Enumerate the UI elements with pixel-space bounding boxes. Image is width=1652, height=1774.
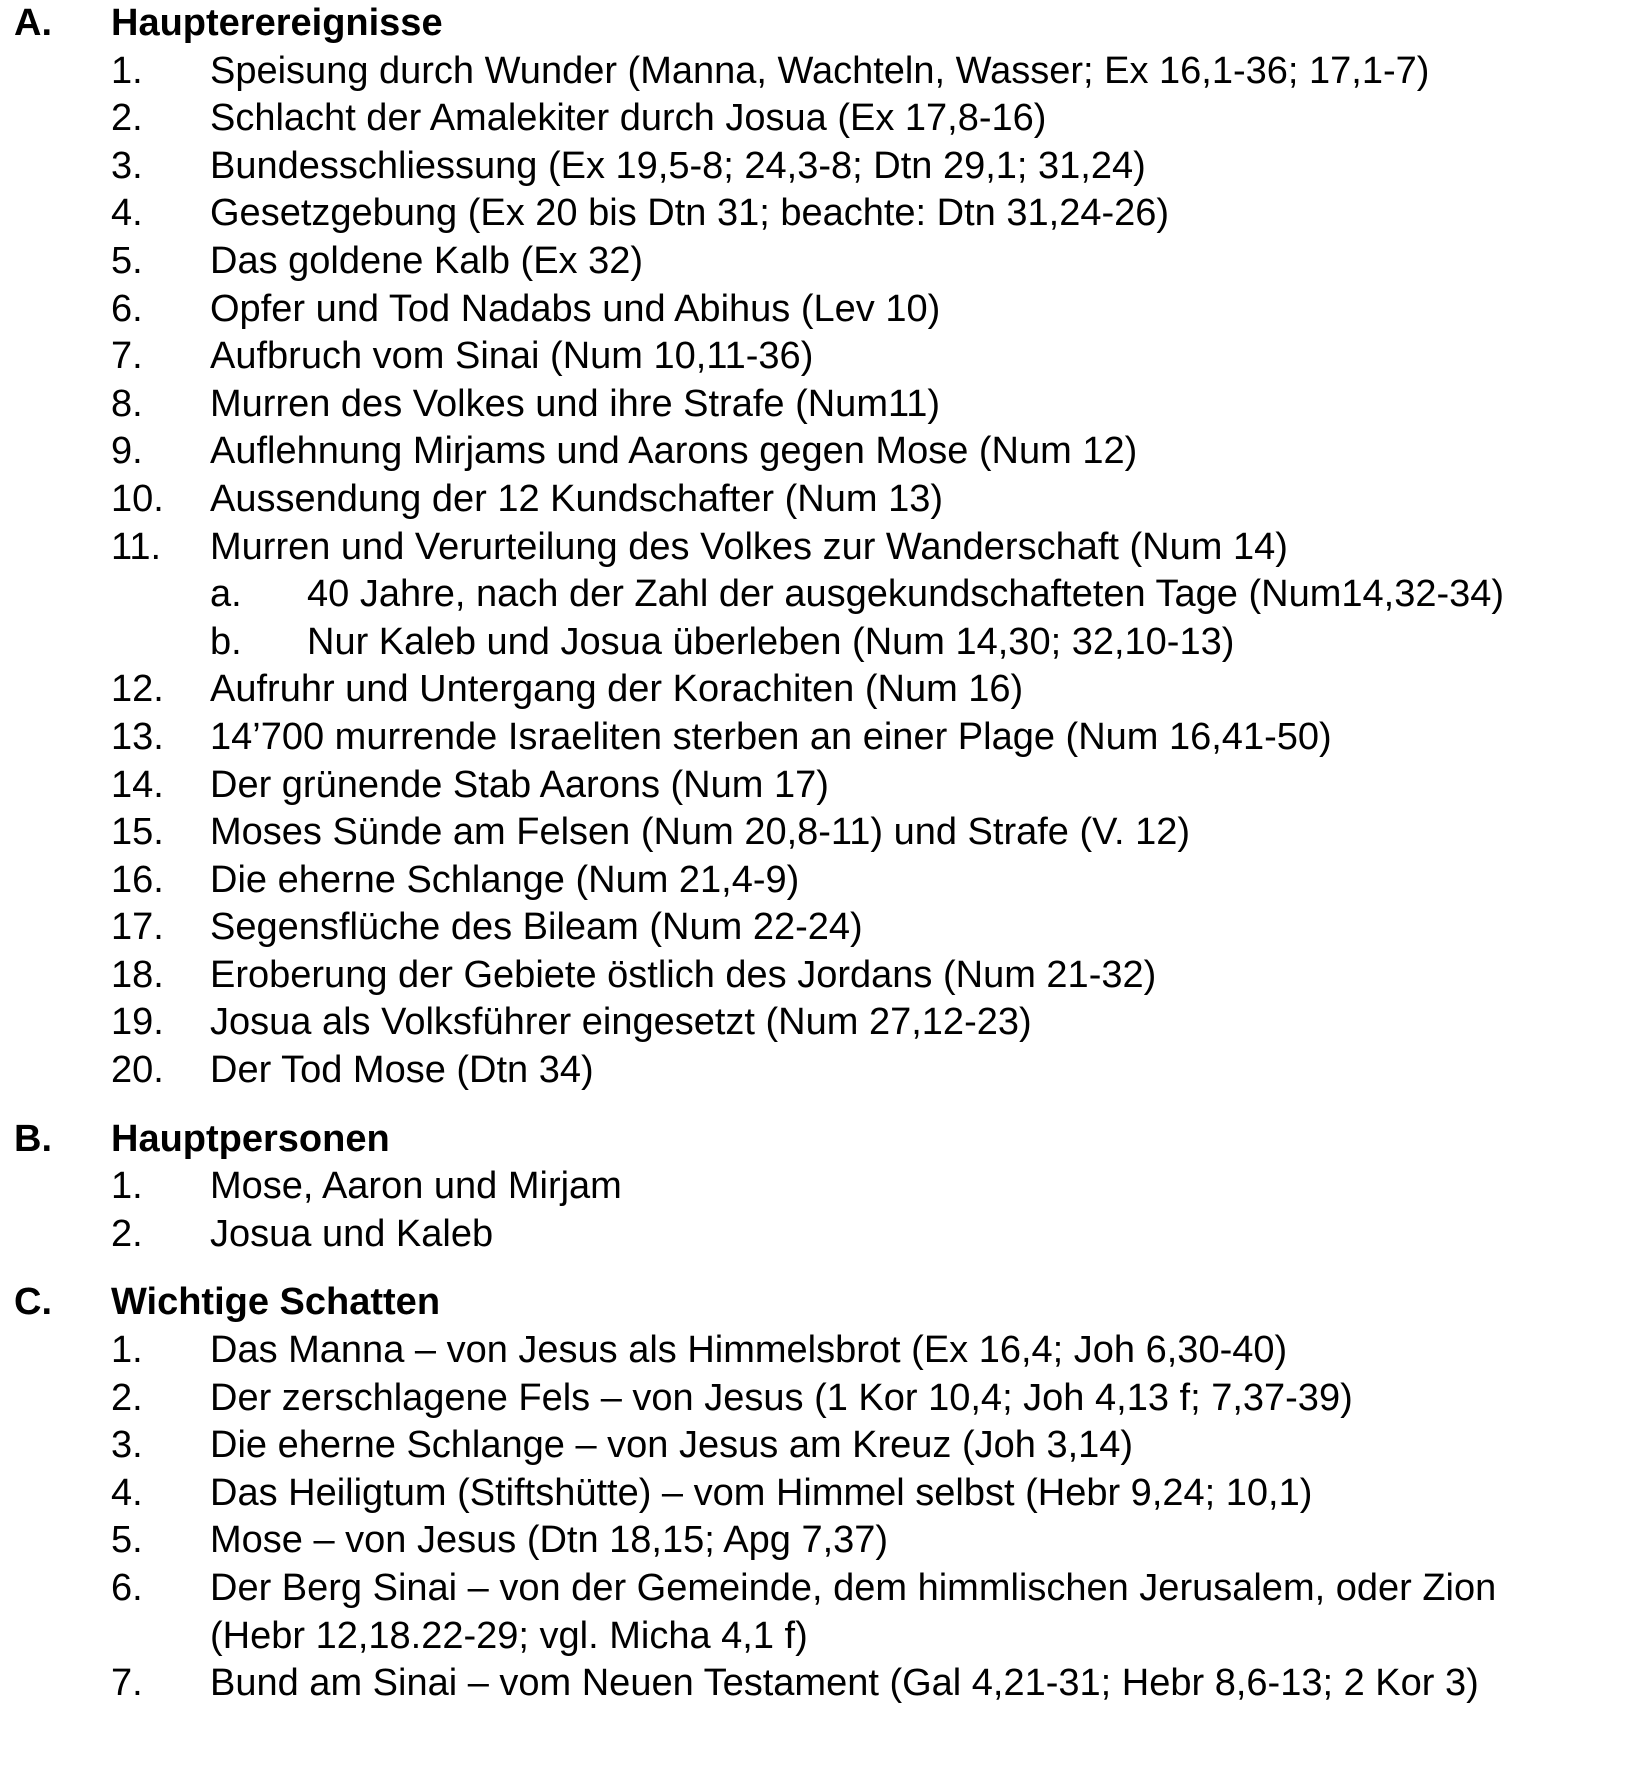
item-number: 4. <box>111 1471 143 1514</box>
item-number: 13. <box>111 715 164 758</box>
list-item <box>0 1163 1652 1211</box>
list-item <box>0 1470 1652 1518</box>
list-item <box>0 524 1652 572</box>
list-item <box>0 286 1652 334</box>
item-text: Aussendung der 12 Kundschafter (Num 13) <box>210 477 943 520</box>
list-item <box>0 809 1652 857</box>
item-number: 5. <box>111 239 143 282</box>
list-item <box>0 857 1652 905</box>
section-letter: B. <box>14 1117 52 1160</box>
item-number: 17. <box>111 906 164 949</box>
item-number: 3. <box>111 144 143 187</box>
item-number: 1. <box>111 1329 143 1372</box>
section-title: Hauptpersonen <box>111 1117 390 1160</box>
list-item <box>0 1565 1652 1613</box>
item-text: Die eherne Schlange (Num 21,4-9) <box>210 858 800 901</box>
item-text: Murren des Volkes und ihre Strafe (Num11) <box>210 382 941 425</box>
sub-list-item <box>0 571 1652 619</box>
item-text: Das Heiligtum (Stiftshütte) – vom Himmel selbst (Hebr 9,24; 10,1) <box>210 1471 1313 1514</box>
item-number: 1. <box>111 49 143 92</box>
list-item <box>0 238 1652 286</box>
section-c <box>0 1279 1652 1707</box>
section-letter: C. <box>14 1281 52 1324</box>
item-number: 7. <box>111 335 143 378</box>
item-text: Das goldene Kalb (Ex 32) <box>210 239 644 282</box>
list-item-continuation <box>0 1613 1652 1661</box>
item-number: 3. <box>111 1424 143 1467</box>
list-item <box>0 666 1652 714</box>
item-text: Der Tod Mose (Dtn 34) <box>210 1049 594 1092</box>
item-text: Auflehnung Mirjams und Aarons gegen Mose (Num 12) <box>210 430 1138 473</box>
sub-item-letter: b. <box>210 620 242 663</box>
list-item <box>0 904 1652 952</box>
item-number: 6. <box>111 287 143 330</box>
sub-list-item <box>0 619 1652 667</box>
sub-item-letter: a. <box>210 573 242 616</box>
list-item <box>0 1660 1652 1708</box>
sub-item-text: Nur Kaleb und Josua überleben (Num 14,30; 32,10-13) <box>307 620 1235 663</box>
item-text: Murren und Verurteilung des Volkes zur Wanderschaft (Num 14) <box>210 525 1288 568</box>
list-item <box>0 1047 1652 1095</box>
item-text: Bund am Sinai – vom Neuen Testament (Gal 4,21-31; Hebr 8,6-13; 2 Kor 3) <box>210 1662 1479 1705</box>
item-text: Schlacht der Amalekiter durch Josua (Ex 17,8-16) <box>210 97 1047 140</box>
list-item <box>0 476 1652 524</box>
item-number: 8. <box>111 382 143 425</box>
list-item <box>0 762 1652 810</box>
item-text: Segensflüche des Bileam (Num 22-24) <box>210 906 863 949</box>
item-text: Der Berg Sinai – von der Gemeinde, dem himmlischen Jerusalem, oder Zion <box>210 1567 1497 1609</box>
item-text: Josua und Kaleb <box>210 1212 494 1255</box>
item-text: Der zerschlagene Fels – von Jesus (1 Kor 10,4; Joh 4,13 f; 7,37-39) <box>210 1376 1353 1419</box>
list-item <box>0 1422 1652 1470</box>
item-text-continuation: (Hebr 12,18.22-29; vgl. Micha 4,1 f) <box>210 1614 808 1657</box>
item-text: Aufbruch vom Sinai (Num 10,11-36) <box>210 335 814 378</box>
item-text: Moses Sünde am Felsen (Num 20,8-11) und Strafe (V. 12) <box>210 811 1191 854</box>
section-b <box>0 1116 1652 1259</box>
section-title: Haupterereignisse <box>111 2 443 44</box>
section-title: Wichtige Schatten <box>111 1281 441 1324</box>
item-number: 14. <box>111 763 164 806</box>
list-item <box>0 143 1652 191</box>
list-item <box>0 190 1652 238</box>
item-text: Mose – von Jesus (Dtn 18,15; Apg 7,37) <box>210 1519 889 1562</box>
list-item <box>0 48 1652 96</box>
item-number: 18. <box>111 953 164 996</box>
list-item <box>0 999 1652 1047</box>
list-item <box>0 1517 1652 1565</box>
item-number: 20. <box>111 1049 164 1092</box>
item-number: 5. <box>111 1519 143 1562</box>
list-item <box>0 95 1652 143</box>
item-number: 4. <box>111 192 143 235</box>
section-letter: A. <box>14 2 52 44</box>
item-number: 6. <box>111 1567 143 1609</box>
item-text: Speisung durch Wunder (Manna, Wachteln, Wasser; Ex 16,1-36; 17,1-7) <box>210 49 1430 92</box>
item-text: Die eherne Schlange – von Jesus am Kreuz (Joh 3,14) <box>210 1424 1134 1467</box>
item-text: Opfer und Tod Nadabs und Abihus (Lev 10) <box>210 287 941 330</box>
item-text: Gesetzgebung (Ex 20 bis Dtn 31; beachte: Dtn 31,24-26) <box>210 192 1170 235</box>
item-number: 2. <box>111 1376 143 1419</box>
item-number: 19. <box>111 1001 164 1044</box>
item-text: Bundesschliessung (Ex 19,5-8; 24,3-8; Dtn 29,1; 31,24) <box>210 144 1146 187</box>
list-item <box>0 381 1652 429</box>
item-text: 14’700 murrende Israeliten sterben an einer Plage (Num 16,41-50) <box>210 715 1332 758</box>
item-number: 7. <box>111 1662 143 1705</box>
item-number: 2. <box>111 97 143 140</box>
item-text: Aufruhr und Untergang der Korachiten (Num 16) <box>210 668 1024 711</box>
sub-item-text: 40 Jahre, nach der Zahl der ausgekundschafteten Tage (Num14,32-34) <box>307 573 1505 616</box>
list-item <box>0 428 1652 476</box>
section-heading <box>0 0 1652 48</box>
item-number: 9. <box>111 430 143 473</box>
item-text: Das Manna – von Jesus als Himmelsbrot (Ex 16,4; Joh 6,30-40) <box>210 1329 1288 1372</box>
list-item <box>0 1375 1652 1423</box>
item-number: 11. <box>111 525 162 568</box>
item-number: 12. <box>111 668 164 711</box>
list-item <box>0 714 1652 762</box>
item-text: Eroberung der Gebiete östlich des Jordans (Num 21-32) <box>210 953 1157 996</box>
list-item <box>0 1327 1652 1375</box>
item-number: 16. <box>111 858 164 901</box>
list-item <box>0 1211 1652 1259</box>
item-text: Der grünende Stab Aarons (Num 17) <box>210 763 829 806</box>
section-heading <box>0 1279 1652 1327</box>
item-text: Josua als Volksführer eingesetzt (Num 27,12-23) <box>210 1001 1032 1044</box>
item-number: 15. <box>111 811 164 854</box>
section-heading <box>0 1116 1652 1164</box>
item-number: 2. <box>111 1212 143 1255</box>
list-item <box>0 333 1652 381</box>
item-number: 10. <box>111 477 164 520</box>
item-text: Mose, Aaron und Mirjam <box>210 1165 622 1208</box>
item-number: 1. <box>111 1165 143 1208</box>
list-item <box>0 952 1652 1000</box>
